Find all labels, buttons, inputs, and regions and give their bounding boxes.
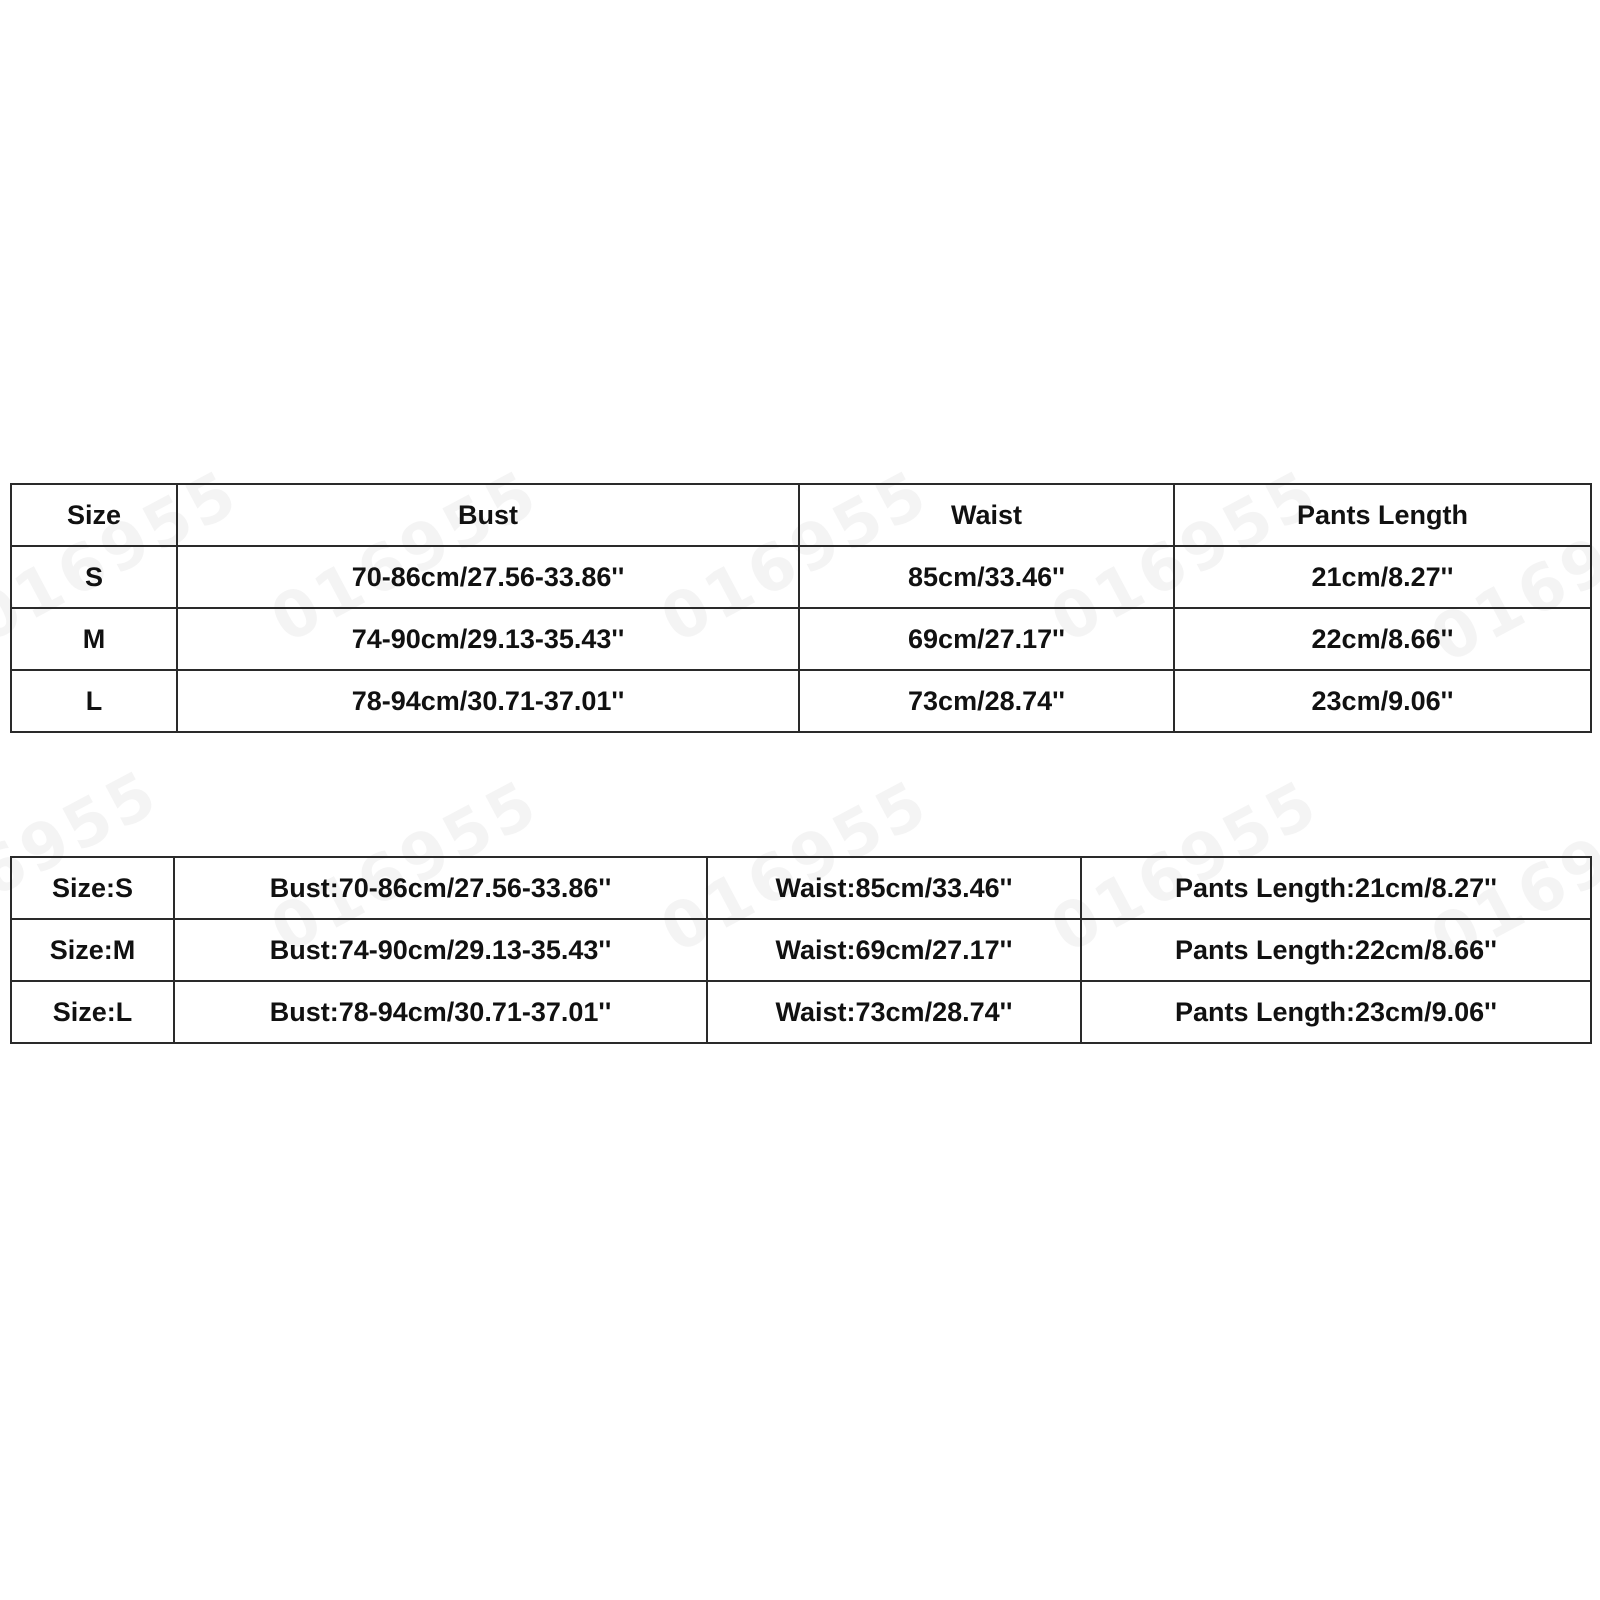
header-cell-bust: Bust (177, 484, 799, 546)
table-row (11, 919, 1591, 981)
waist-cell: 69cm/27.17'' (799, 608, 1174, 670)
waist-cell: 85cm/33.46'' (799, 546, 1174, 608)
waist-cell: 73cm/28.74'' (799, 670, 1174, 732)
pants-length-cell: Pants Length:22cm/8.66'' (1081, 919, 1591, 981)
waist-cell: Waist:73cm/28.74'' (707, 981, 1081, 1043)
table-row (11, 981, 1591, 1043)
bust-cell: Bust:70-86cm/27.56-33.86'' (174, 857, 707, 919)
size-cell: Size:S (11, 857, 174, 919)
table-header-row (11, 484, 1591, 546)
size-cell: S (11, 546, 177, 608)
size-cell: M (11, 608, 177, 670)
table-row (11, 546, 1591, 608)
table-row (11, 670, 1591, 732)
header-cell-size: Size (11, 484, 177, 546)
size-chart-table (10, 483, 1592, 733)
bust-cell: 78-94cm/30.71-37.01'' (177, 670, 799, 732)
pants-length-cell: 23cm/9.06'' (1174, 670, 1591, 732)
bust-cell: Bust:74-90cm/29.13-35.43'' (174, 919, 707, 981)
size-cell: L (11, 670, 177, 732)
table-row (11, 608, 1591, 670)
size-cell: Size:L (11, 981, 174, 1043)
pants-length-cell: Pants Length:23cm/9.06'' (1081, 981, 1591, 1043)
table-row (11, 857, 1591, 919)
bust-cell: 70-86cm/27.56-33.86'' (177, 546, 799, 608)
pants-length-cell: Pants Length:21cm/8.27'' (1081, 857, 1591, 919)
pants-length-cell: 22cm/8.66'' (1174, 608, 1591, 670)
header-cell-pants-length: Pants Length (1174, 484, 1591, 546)
waist-cell: Waist:69cm/27.17'' (707, 919, 1081, 981)
size-detail-table (10, 856, 1592, 1044)
size-cell: Size:M (11, 919, 174, 981)
bust-cell: 74-90cm/29.13-35.43'' (177, 608, 799, 670)
header-cell-waist: Waist (799, 484, 1174, 546)
bust-cell: Bust:78-94cm/30.71-37.01'' (174, 981, 707, 1043)
pants-length-cell: 21cm/8.27'' (1174, 546, 1591, 608)
waist-cell: Waist:85cm/33.46'' (707, 857, 1081, 919)
